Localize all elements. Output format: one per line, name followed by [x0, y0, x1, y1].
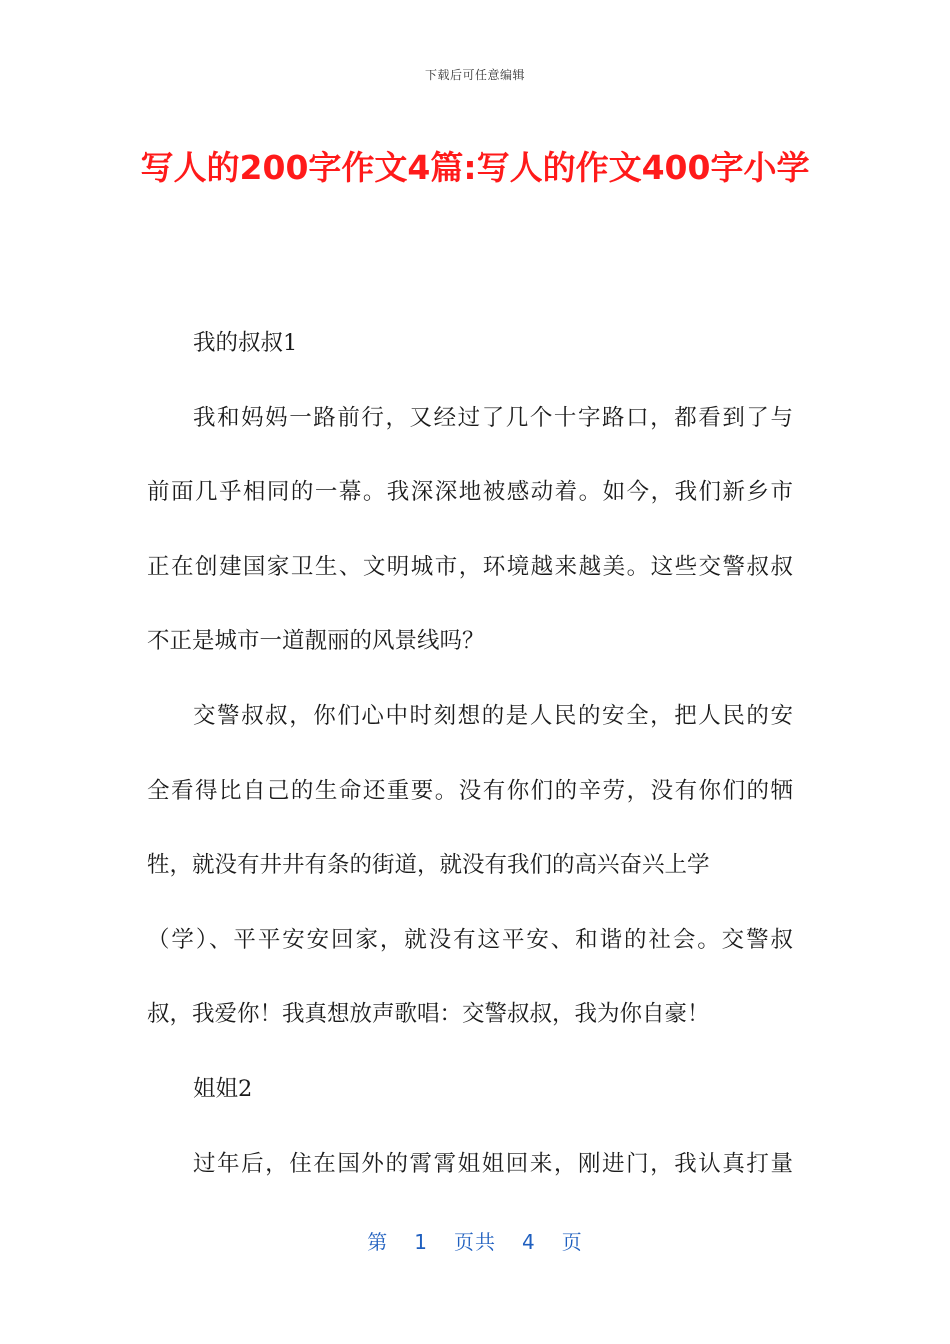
paragraph-line: 叔，我爱你！我真想放声歌唱：交警叔叔，我为你自豪！	[147, 1001, 710, 1028]
paragraph-line: 牲，就没有井井有条的街道，就没有我们的高兴奋兴上学	[147, 852, 710, 879]
header-note: 下载后可任意编辑	[424, 68, 525, 82]
paragraph-line: （学）、平平安安回家，就没有这平安、和谐的社会。交警叔	[147, 926, 793, 953]
section-heading: 姐姐2	[193, 1075, 253, 1102]
paragraph-line: 过年后，住在国外的霄霄姐姐回来，刚进门，我认真打量	[193, 1150, 793, 1177]
document-body	[147, 318, 793, 1213]
paragraph-line: 交警叔叔，你们心中时刻想的是人民的安全，把人民的安	[193, 702, 793, 729]
footer-middle: 页共	[454, 1230, 496, 1254]
section-heading: 我的叔叔1	[193, 330, 298, 356]
paragraph-line: 我和妈妈一路前行，又经过了几个十字路口，都看到了与	[193, 404, 793, 431]
paragraph-line: 不正是城市一道靓丽的风景线吗？	[147, 628, 485, 655]
page-title: 写人的200字作文4篇:写人的作文400字小学	[140, 148, 810, 187]
footer-prefix: 第	[367, 1230, 389, 1254]
current-page-number: 1	[414, 1230, 428, 1254]
paragraph-line: 正在创建国家卫生、文明城市，环境越来越美。这些交警叔叔	[147, 553, 793, 580]
paragraph-line: 前面几乎相同的一幕。我深深地被感动着。如今，我们新乡市	[147, 479, 793, 506]
footer-suffix: 页	[561, 1230, 583, 1254]
page-footer	[0, 1226, 950, 1255]
total-page-number: 4	[522, 1230, 536, 1254]
paragraph-line: 全看得比自己的生命还重要。没有你们的辛劳，没有你们的牺	[147, 777, 793, 804]
